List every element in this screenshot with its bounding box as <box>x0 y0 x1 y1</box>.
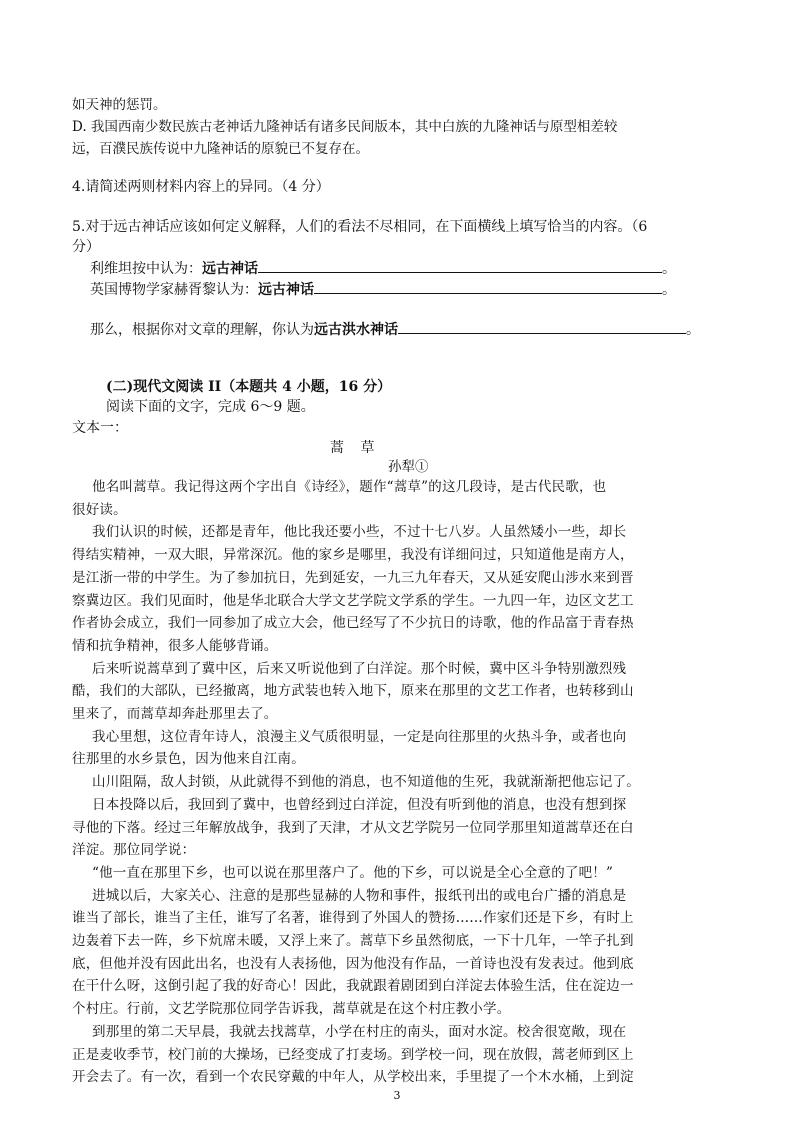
section-heading: (二)现代文阅读 II（本题共 4 小题，16 分） <box>106 379 392 395</box>
passage-line: 开会去了。有一次，看到一个农民穿戴的中年人，从学校出来，手里提了一个木水桶，上到淀 <box>72 1069 634 1085</box>
answer-row-3-prefix: 那么，根据你对文章的理解，你认为 <box>90 322 314 338</box>
text-one-label: 文本一： <box>72 420 128 436</box>
answer-row-2-keyword: 远古神话 <box>258 282 314 298</box>
question-4: 4.请简述两则材料内容上的异同。（4 分） <box>72 179 330 195</box>
answer-row-3 <box>90 319 700 339</box>
answer-row-1-period: 。 <box>662 261 676 277</box>
passage-line: 我心里想，这位青年诗人，浪漫主义气质很明显，一定是向往那里的火热斗争，或者也向 <box>92 729 627 745</box>
answer-blank-2[interactable] <box>314 279 662 294</box>
passage-line: 正是麦收季节，校门前的大操场，已经变成了打麦场。到学校一问，现在放假，蒿老师到区上 <box>72 1047 634 1063</box>
passage-line: 边轰着下去一阵，乡下炕席未暖，又浮上来了。蒿草下乡虽然彻底，一下十几年，一竿子扎到 <box>72 933 634 949</box>
answer-row-2-period: 。 <box>662 282 676 298</box>
passage-line: 进城以后，大家关心、注意的是那些显赫的人物和事件，报纸刊出的或电台广播的消息是 <box>92 888 627 904</box>
answer-blank-3[interactable] <box>398 319 686 334</box>
answer-row-2 <box>90 279 676 299</box>
passage-line: 后来听说蒿草到了冀中区，后来又听说他到了白洋淀。那个时候，冀中区斗争特别激烈残 <box>92 661 627 677</box>
passage-line: 情和抗争精神，很多人能够背诵。 <box>72 638 278 654</box>
passage-author: 孙犁① <box>388 459 429 475</box>
passage-line: 酷，我们的大部队，已经撤离，地方武装也转入地下，原来在那里的文艺工作者，也转移到山 <box>72 683 634 699</box>
passage-line: 他名叫蒿草。我记得这两个字出自《诗经》，题作“蒿草”的这几段诗，是古代民歌，也 <box>92 479 607 495</box>
passage-line: 日本投降以后，我回到了冀中，也曾经到过白洋淀，但没有听到他的消息，也没有想到探 <box>92 797 627 813</box>
answer-row-1-prefix: 利维坦按中认为： <box>90 261 202 277</box>
page-number: 3 <box>393 1089 401 1102</box>
passage-line: 很好读。 <box>72 502 127 518</box>
passage-title: 蒿 草 <box>330 440 381 456</box>
passage-line: 洋淀。那位同学说： <box>72 842 196 858</box>
answer-row-3-period: 。 <box>686 322 700 338</box>
passage-line: 我们认识的时候，还都是青年，他比我还要小些，不过十七八岁。人虽然矮小一些，却长 <box>92 524 627 540</box>
answer-row-3-keyword: 远古洪水神话 <box>314 322 398 338</box>
passage-line: 在干什么呀，这倒引起了我的好奇心！因此，我就跟着剧团到白洋淀去体验生活，住在淀边一 <box>72 978 634 994</box>
passage-line: 得结实精神，一双大眼，异常深沉。他的家乡是哪里，我没有详细问过，只知道他是南方人， <box>72 547 634 563</box>
passage-line: 谁当了部长，谁当了主任，谁写了名著，谁得到了外国人的赞扬……作家们还是下乡，有时上 <box>72 910 634 926</box>
passage-line: 底，但他并没有因此出名，也没有人表扬他，因为他没有作品，一首诗也没有发表过。他到底 <box>72 956 634 972</box>
option-d-line-1: D. 我国西南少数民族古老神话九隆神话有诸多民间版本，其中白族的九隆神话与原型相差较 <box>72 119 618 135</box>
answer-row-2-prefix: 英国博物学家赫胥黎认为： <box>90 282 258 298</box>
answer-blank-1[interactable] <box>258 258 662 273</box>
passage-line: 察冀边区。我们见面时，他是华北联合大学文艺学院文学系的学生。一九四一年，边区文艺工 <box>72 593 634 609</box>
answer-row-1-keyword: 远古神话 <box>202 261 258 277</box>
question-5-stem-cont: 分） <box>72 239 100 255</box>
passage-line: “他一直在那里下乡，也可以说在那里落户了。他的下乡，可以说是全心全意的了吧！” <box>92 865 614 881</box>
passage-line: 山川阻隔，敌人封锁，从此就得不到他的消息，也不知道他的生死，我就渐渐把他忘记了。 <box>92 774 640 790</box>
question-5-stem: 5.对于远古神话应该如何定义解释，人们的看法不尽相同，在下面横线上填写恰当的内容。（6 <box>72 219 648 235</box>
passage-line: 个村庄。行前，文艺学院那位同学告诉我，蒿草就是在这个村庄教小学。 <box>72 1001 511 1017</box>
passage-line: 到那里的第二天早晨，我就去找蒿草，小学在村庄的南头，面对水淀。校舍很宽敞，现在 <box>92 1024 627 1040</box>
passage-line: 作者协会成立，我们一同参加了成立大会，他已经写了不少抗日的诗歌，他的作品富于青春热 <box>72 615 634 631</box>
passage-line: 是江浙一带的中学生。为了参加抗日，先到延安，一九三九年春天，又从延安爬山涉水来到晋 <box>72 570 634 586</box>
intro-line: 如天神的惩罚。 <box>72 97 167 113</box>
section-instruction: 阅读下面的文字，完成 6～9 题。 <box>106 399 315 415</box>
option-d-line-2: 远，百濮民族传说中九隆神话的原貌已不复存在。 <box>72 141 369 157</box>
passage-line: 往那里的水乡景色，因为他来自江南。 <box>72 751 305 767</box>
passage-line: 寻他的下落。经过三年解放战争，我到了天津，才从文艺学院另一位同学那里知道蒿草还在白 <box>72 820 634 836</box>
answer-row-1 <box>90 258 676 278</box>
passage-line: 里来了，而蒿草却奔赴那里去了。 <box>72 706 278 722</box>
